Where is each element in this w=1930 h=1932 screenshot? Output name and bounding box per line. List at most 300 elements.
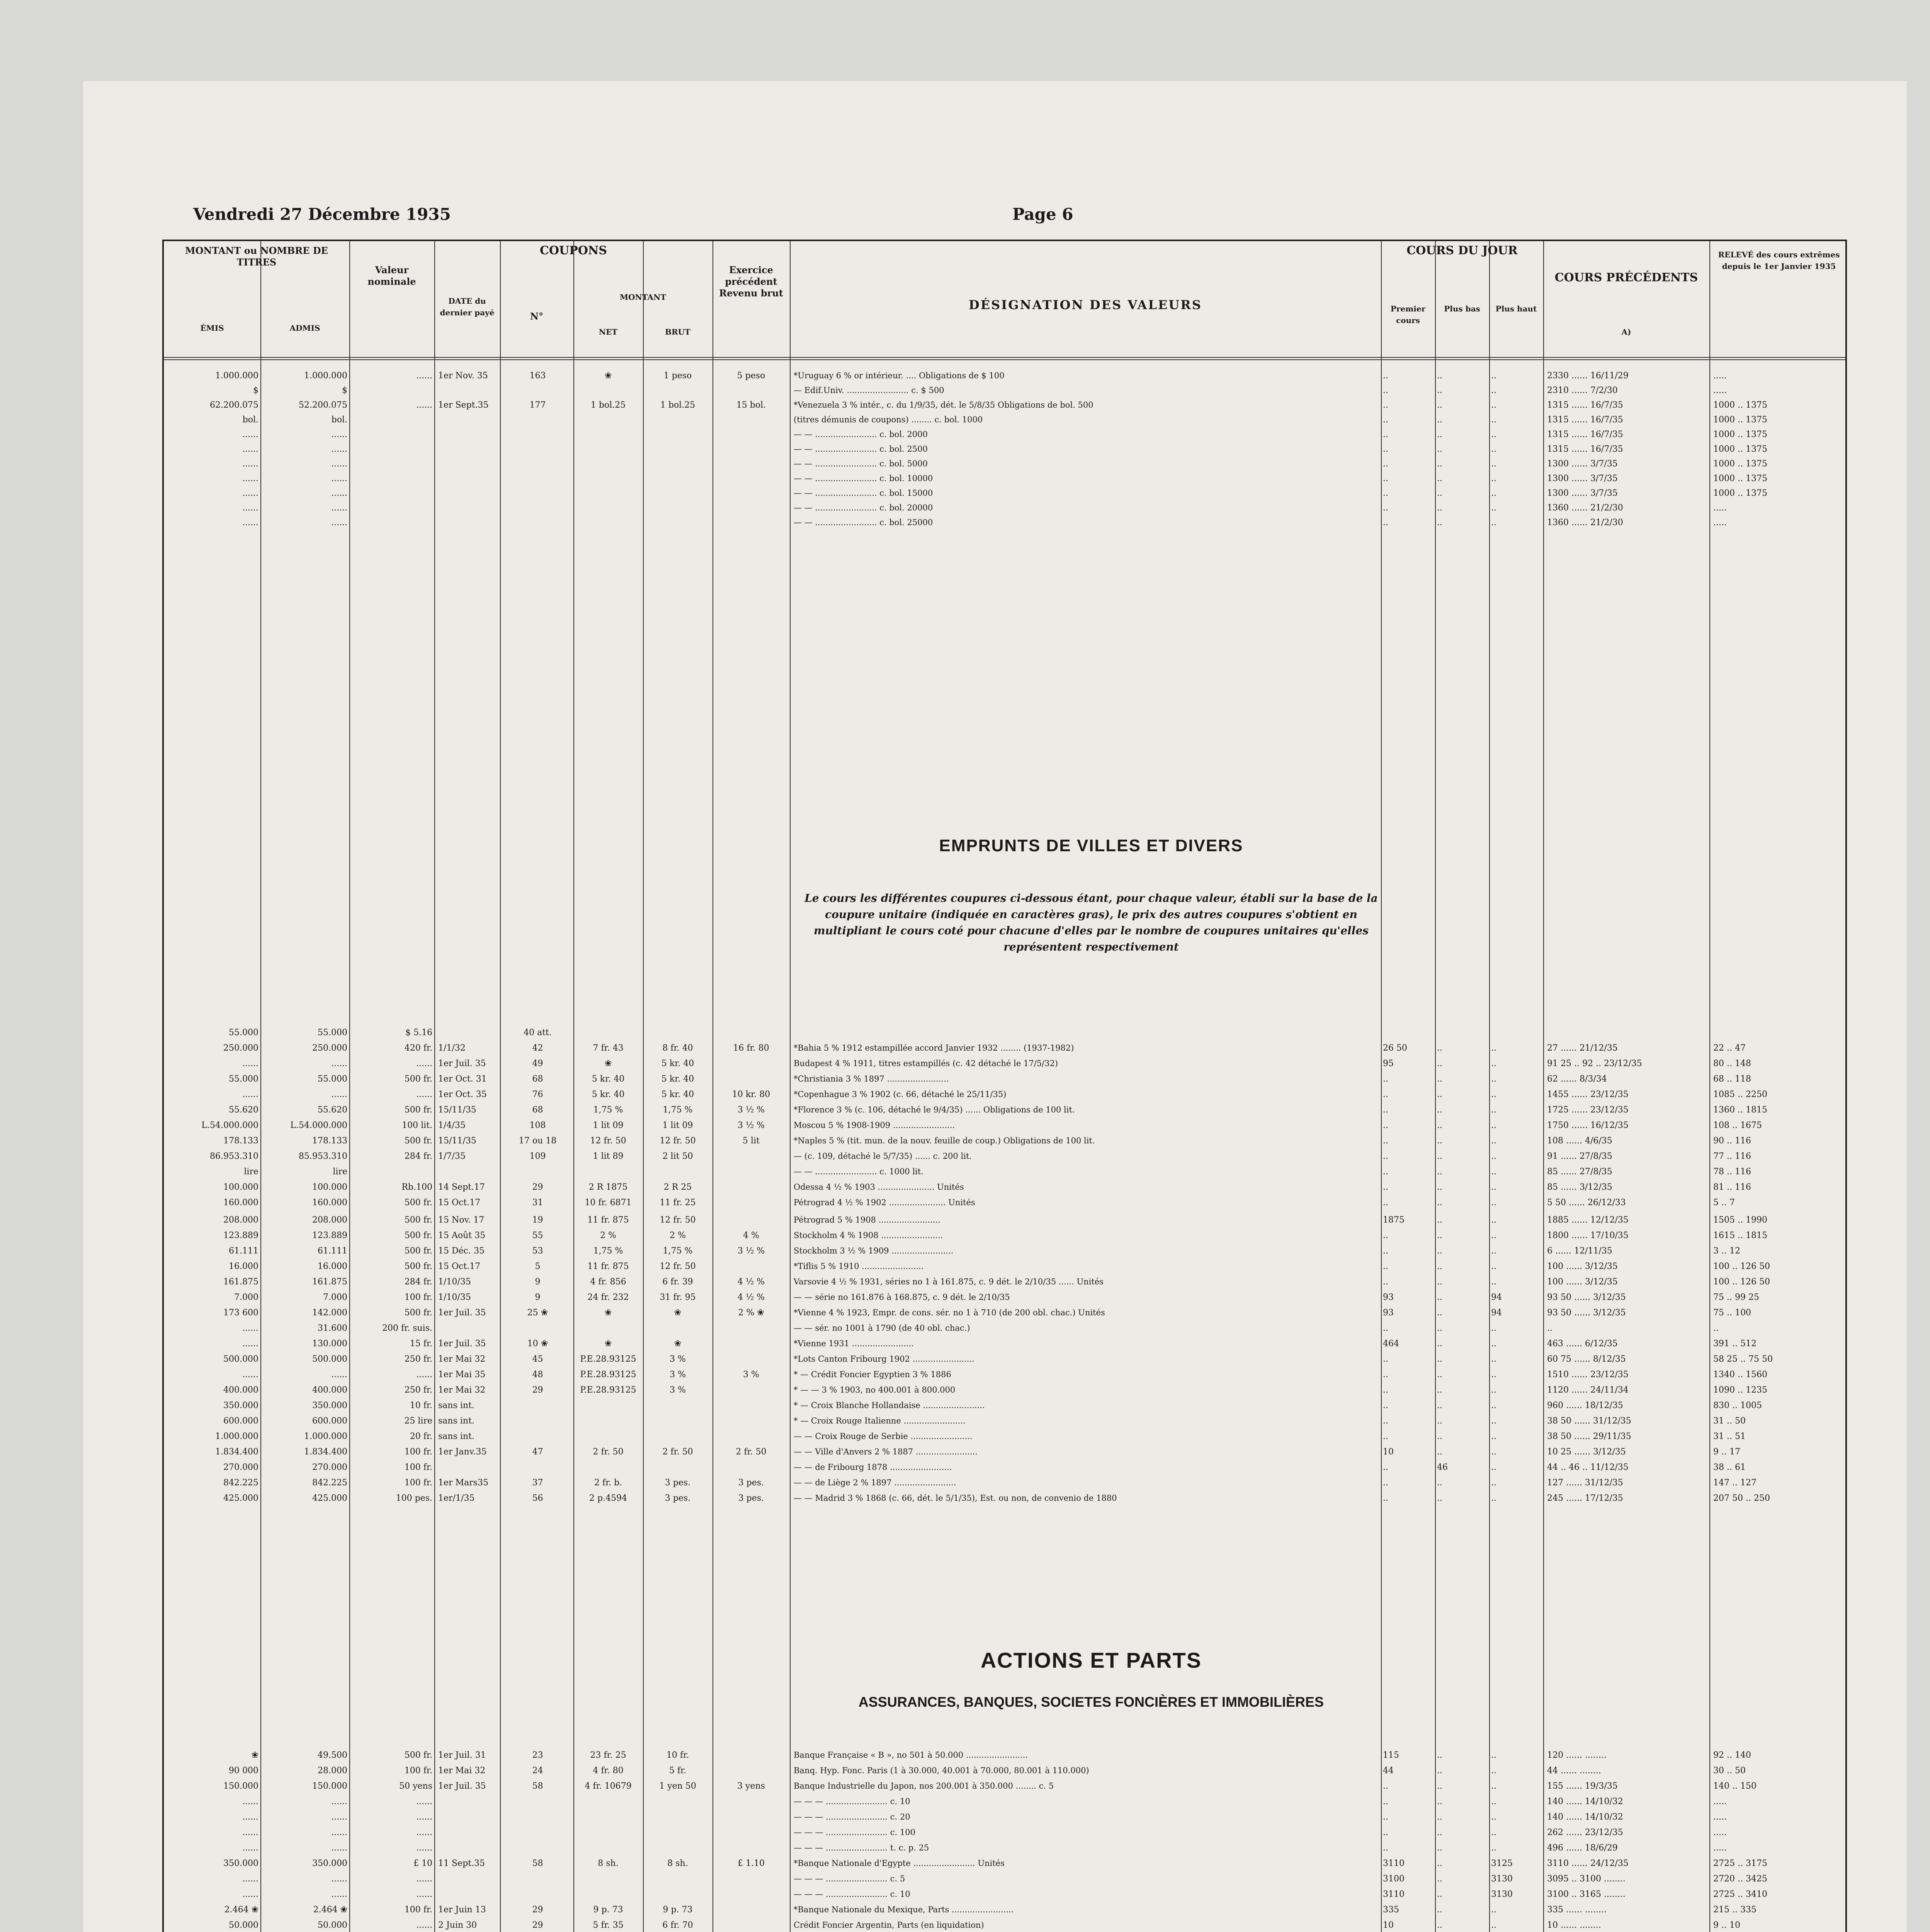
cell-rel: 108 .. 1675: [1713, 1121, 1762, 1130]
table-row: [164, 515, 1845, 531]
cell-rel: 38 .. 61: [1713, 1463, 1746, 1472]
cell-c1: ..: [1383, 1828, 1388, 1837]
cell-c1: ..: [1383, 371, 1388, 381]
cell-brut: 3 %: [670, 1354, 686, 1364]
cell-c2: ..: [1437, 400, 1442, 410]
cell-brut: 11 fr. 25: [660, 1198, 696, 1208]
cell-val: 100 fr.: [404, 1447, 432, 1457]
cell-c2: ..: [1437, 1493, 1442, 1503]
table-row: [164, 1841, 1845, 1856]
cell-c1: 10: [1383, 1447, 1394, 1457]
cell-prec: 2310 ...... 7/2/30: [1547, 386, 1618, 395]
cell-c3: ..: [1491, 459, 1496, 469]
cell-emis: 600.000: [223, 1416, 258, 1426]
cell-val: ......: [416, 1920, 432, 1930]
cell-c3: ..: [1491, 1059, 1496, 1068]
table-row: [164, 1856, 1845, 1872]
cell-admis: ......: [331, 1370, 347, 1379]
cell-c3: ..: [1491, 1090, 1496, 1099]
cell-admis: 500.000: [312, 1354, 347, 1364]
cell-val: £ 10: [413, 1859, 432, 1868]
table-row: [164, 1072, 1845, 1087]
cell-prec: 1360 ...... 21/2/30: [1547, 503, 1623, 513]
cell-brut: 2 %: [670, 1231, 686, 1240]
cell-net: 11 fr. 875: [587, 1215, 629, 1225]
cell-net: 24 fr. 232: [587, 1293, 629, 1302]
cell-date: 1/10/35: [438, 1277, 471, 1287]
cell-des: *Banque Nationale d'Egypte ........................ Unités: [794, 1859, 1005, 1868]
cell-admis: 142.000: [312, 1308, 347, 1318]
cell-emis: ......: [242, 488, 258, 498]
section-actions-subtitle: ASSURANCES, BANQUES, SOCIETES FONCIÈRES ET IMMOBILIÈRES: [858, 1694, 1324, 1710]
cell-admis: ......: [331, 430, 347, 439]
cell-admis: 425.000: [312, 1493, 347, 1503]
cell-emis: 178.133: [223, 1136, 258, 1146]
cell-c3: ..: [1491, 1043, 1496, 1053]
cell-prec: 2330 ...... 16/11/29: [1547, 371, 1629, 381]
cell-brut: 12 fr. 50: [660, 1136, 696, 1146]
cell-net: 2 fr. b.: [594, 1478, 622, 1488]
cell-rel: 80 .. 148: [1713, 1059, 1751, 1068]
cell-val: 100 pes.: [396, 1493, 432, 1503]
cell-c1: ..: [1383, 1416, 1388, 1426]
cell-rel: 90 .. 116: [1713, 1136, 1751, 1146]
cell-admis: ......: [331, 1090, 347, 1099]
table-row: [164, 471, 1845, 487]
cell-val: 10 fr.: [410, 1401, 432, 1410]
cell-val: $ 5.16: [405, 1028, 432, 1037]
header-premier: Premier cours: [1390, 304, 1426, 325]
cell-val: ......: [416, 400, 432, 410]
cell-emis: 208.000: [223, 1215, 258, 1225]
cell-rel: 3 .. 12: [1713, 1246, 1740, 1256]
header-brut: BRUT: [665, 327, 690, 337]
cell-num: 163: [529, 371, 546, 381]
cell-des: — Edif.Univ. ........................ c. $ 500: [794, 386, 944, 395]
cell-val: ......: [416, 1843, 432, 1853]
cell-c1: 3110: [1383, 1889, 1405, 1899]
table-row: [164, 1429, 1845, 1445]
cell-num: 40 att.: [524, 1028, 552, 1037]
cell-des: Crédit Foncier Argentin, Parts (en liquidation): [794, 1920, 984, 1930]
cell-rel: .....: [1713, 1812, 1727, 1822]
cell-prec: 60 75 ...... 8/12/35: [1547, 1354, 1626, 1364]
cell-num: 56: [532, 1493, 543, 1503]
cell-c2: 46: [1437, 1463, 1448, 1472]
cell-rel: 92 .. 140: [1713, 1750, 1751, 1760]
cell-prec: 44 ...... ........: [1547, 1766, 1601, 1776]
cell-num: 68: [532, 1074, 543, 1084]
cell-rel: 31 .. 51: [1713, 1432, 1746, 1441]
cell-brut: 3 pes.: [665, 1493, 691, 1503]
cell-c1: ..: [1383, 415, 1388, 425]
cell-ex: 3 ½ %: [737, 1246, 765, 1256]
cell-c3: 94: [1491, 1308, 1502, 1318]
cell-date: 1/10/35: [438, 1293, 471, 1302]
cell-num: 48: [532, 1370, 543, 1379]
cell-des: Budapest 4 % 1911, titres estampillés (c. 42 détaché le 17/5/32): [794, 1059, 1058, 1068]
cell-rel: .....: [1713, 1797, 1727, 1806]
cell-c1: ..: [1383, 1463, 1388, 1472]
cell-admis: 61.111: [318, 1246, 347, 1256]
cell-prec: 44 .. 46 .. 11/12/35: [1547, 1463, 1629, 1472]
cell-admis: ......: [331, 444, 347, 454]
cell-emis: ......: [242, 444, 258, 454]
cell-c1: ..: [1383, 1198, 1388, 1208]
cell-rel: 5 .. 7: [1713, 1198, 1735, 1208]
cell-admis: 161.875: [312, 1277, 347, 1287]
cell-num: 109: [529, 1151, 546, 1161]
cell-date: 15 Nov. 17: [438, 1215, 485, 1225]
cell-admis: L.54.000.000: [290, 1121, 347, 1130]
cell-num: 47: [532, 1447, 543, 1457]
cell-val: 25 lire: [404, 1416, 432, 1426]
cell-des: — — — ........................ c. 10: [794, 1797, 910, 1806]
cell-c2: ..: [1437, 1478, 1442, 1488]
cell-c2: ..: [1437, 1215, 1442, 1225]
cell-admis: 178.133: [312, 1136, 347, 1146]
cell-c3: ..: [1491, 1246, 1496, 1256]
cell-emis: 100.000: [223, 1182, 258, 1192]
cell-emis: 1.834.400: [215, 1447, 258, 1457]
table-row: [164, 1748, 1845, 1764]
cell-c1: ..: [1383, 1167, 1388, 1177]
cell-prec: 1360 ...... 21/2/30: [1547, 518, 1623, 527]
cell-emis: 1.000.000: [215, 1432, 258, 1441]
cell-rel: 1000 .. 1375: [1713, 430, 1767, 439]
cell-date: 1er Juil. 35: [438, 1781, 486, 1791]
cell-c1: ..: [1383, 1151, 1388, 1161]
cell-des: Pétrograd 4 ½ % 1902 ...................... Unités: [794, 1198, 975, 1207]
cell-c2: ..: [1437, 444, 1442, 454]
table-row: [164, 383, 1845, 399]
cell-des: — — — ........................ c. 10: [794, 1889, 910, 1899]
cell-admis: 150.000: [312, 1781, 347, 1791]
cell-brut: 6 fr. 39: [662, 1277, 693, 1287]
table-row: [164, 1794, 1845, 1810]
table-row: [164, 1228, 1845, 1244]
cell-des: — — sér. no 1001 à 1790 (de 40 obl. chac.): [794, 1323, 970, 1333]
cell-rel: 2725 .. 3410: [1713, 1889, 1767, 1899]
cell-rel: 78 .. 116: [1713, 1167, 1751, 1177]
cell-admis: 31.600: [318, 1323, 347, 1333]
cell-net: 4 fr. 10679: [585, 1781, 632, 1791]
cell-prec: 1315 ...... 16/7/35: [1547, 430, 1623, 439]
cell-c1: ..: [1383, 1246, 1388, 1256]
page-header: [193, 205, 1878, 232]
cell-ex: 15 bol.: [736, 400, 766, 410]
cell-ex: 3 pes.: [738, 1478, 764, 1488]
cell-c3: ..: [1491, 1766, 1496, 1776]
cell-date: 1er Mars35: [438, 1478, 488, 1488]
cell-rel: 1000 .. 1375: [1713, 488, 1767, 498]
cell-prec: 62 ...... 8/3/34: [1547, 1074, 1607, 1084]
cell-prec: 1725 ...... 23/12/35: [1547, 1105, 1629, 1115]
cell-ex: 3 pes.: [738, 1493, 764, 1503]
cell-emis: ......: [242, 1323, 258, 1333]
cell-c2: ..: [1437, 1198, 1442, 1208]
cell-num: 23: [532, 1750, 543, 1760]
table-row: [164, 1196, 1845, 1211]
cell-net: 1,75 %: [593, 1246, 623, 1256]
cell-c2: ..: [1437, 415, 1442, 425]
cell-emis: 55.620: [229, 1105, 258, 1115]
cell-val: 500 fr.: [404, 1074, 432, 1084]
cell-des: — — — ........................ c. 100: [794, 1828, 916, 1837]
cell-c1: ..: [1383, 400, 1388, 410]
cell-val: 200 fr. suis.: [382, 1323, 432, 1333]
quotation-table: [162, 240, 1847, 1932]
cell-c1: 115: [1383, 1750, 1399, 1760]
cell-rel: 1000 .. 1375: [1713, 400, 1767, 410]
cell-des: *Banque Nationale du Mexique, Parts ........................: [794, 1905, 1014, 1914]
cell-admis: 270.000: [312, 1463, 347, 1472]
cell-c1: ..: [1383, 1090, 1388, 1099]
cell-brut: 10 fr.: [666, 1750, 689, 1760]
cell-rel: 830 .. 1005: [1713, 1401, 1762, 1410]
cell-des: Moscou 5 % 1908-1909 ........................: [794, 1121, 955, 1130]
header-montant-coupon: MONTANT: [619, 293, 667, 302]
cell-num: 29: [532, 1182, 543, 1192]
cell-admis: 1.000.000: [304, 1432, 347, 1441]
cell-prec: 93 50 ...... 3/12/35: [1547, 1308, 1626, 1318]
cell-val: 420 fr.: [404, 1043, 432, 1053]
cell-val: ......: [416, 1090, 432, 1099]
cell-c3: ..: [1491, 1167, 1496, 1177]
cell-des: — — ........................ c. bol. 25000: [794, 518, 933, 527]
cell-rel: 9 .. 10: [1713, 1920, 1740, 1930]
cell-net: 7 fr. 43: [593, 1043, 624, 1053]
cell-c2: ..: [1437, 518, 1442, 527]
cell-c2: ..: [1437, 1812, 1442, 1822]
cell-net: ❀: [604, 1339, 612, 1349]
cell-date: 1er Janv.35: [438, 1447, 487, 1457]
cell-val: ......: [416, 1812, 432, 1822]
header-date: Vendredi 27 Décembre 1935: [193, 205, 451, 224]
cell-c2: ..: [1437, 371, 1442, 381]
cell-des: Banque Française « B », no 501 à 50.000 ........................: [794, 1750, 1028, 1760]
cell-c3: ..: [1491, 1478, 1496, 1488]
cell-c1: 1875: [1383, 1215, 1405, 1225]
cell-rel: .....: [1713, 371, 1727, 381]
cell-rel: 147 .. 127: [1713, 1478, 1757, 1488]
cell-net: 2 %: [600, 1231, 616, 1240]
cell-emis: ......: [242, 1812, 258, 1822]
cell-admis: ......: [331, 488, 347, 498]
cell-c1: ..: [1383, 459, 1388, 469]
cell-date: 15/11/35: [438, 1105, 476, 1115]
section-emprunts-note: Le cours les différentes coupures ci-dessous étant, pour chaque valeur, établi sur la base de la coupure unitaire (indiquée en caractères gras), le prix des autres coupures s'obtient en multipliant le cours coté pour chacune d'elles par le nombre de coupures unitaires qu'elles représentent respectivement: [804, 892, 1378, 953]
cell-num: 49: [532, 1059, 543, 1068]
cell-net: 2 p.4594: [589, 1493, 627, 1503]
cell-c3: 3130: [1491, 1889, 1513, 1899]
cell-admis: 16.000: [318, 1262, 347, 1271]
cell-val: 284 fr.: [404, 1151, 432, 1161]
cell-des: — — ........................ c. 1000 lit.: [794, 1167, 924, 1176]
cell-emis: 250.000: [223, 1043, 258, 1053]
cell-ex: 3 ½ %: [737, 1121, 765, 1130]
cell-net: 5 kr. 40: [592, 1074, 625, 1084]
cell-brut: ❀: [674, 1339, 682, 1349]
cell-des: — — Ville d'Anvers 2 % 1887 ........................: [794, 1447, 978, 1456]
table-row: [164, 1180, 1845, 1196]
cell-c3: 94: [1491, 1293, 1502, 1302]
cell-c2: ..: [1437, 1059, 1442, 1068]
cell-brut: ❀: [674, 1308, 682, 1318]
cell-c2: ..: [1437, 1121, 1442, 1130]
cell-brut: 2 fr. 50: [662, 1447, 693, 1457]
table-row: [164, 1810, 1845, 1825]
table-row: [164, 1337, 1845, 1352]
cell-des: — — ........................ c. bol. 15000: [794, 488, 933, 498]
cell-rel: 77 .. 116: [1713, 1151, 1751, 1161]
cell-des: — — de Liège 2 % 1897 ........................: [794, 1478, 956, 1487]
cell-prec: 1315 ...... 16/7/35: [1547, 415, 1623, 425]
cell-des: * — — 3 % 1903, no 400.001 à 800.000: [794, 1385, 956, 1395]
cell-date: 1er Mai 32: [438, 1385, 486, 1395]
cell-brut: 2 lit 50: [662, 1151, 693, 1161]
cell-rel: .....: [1713, 518, 1727, 527]
cell-prec: 100 ...... 3/12/35: [1547, 1277, 1618, 1287]
cell-des: Varsovie 4 ½ % 1931, séries no 1 à 161.875, c. 9 dét. le 2/10/35 ...... Unités: [794, 1277, 1104, 1286]
cell-c3: ..: [1491, 1905, 1496, 1915]
cell-emis: 61.111: [229, 1246, 258, 1256]
cell-rel: 75 .. 100: [1713, 1308, 1751, 1318]
header-net: NET: [599, 327, 618, 337]
cell-des: (titres démunis de coupons) ........ c. bol. 1000: [794, 415, 983, 424]
cell-val: 500 fr.: [404, 1136, 432, 1146]
cell-prec: 27 ...... 21/12/35: [1547, 1043, 1618, 1053]
cell-val: 100 fr.: [404, 1766, 432, 1776]
cell-num: 58: [532, 1859, 543, 1868]
cell-brut: 2 R 25: [663, 1182, 692, 1192]
cell-val: ......: [416, 1874, 432, 1884]
cell-prec: 1120 ...... 24/11/34: [1547, 1385, 1629, 1395]
cell-des: *Copenhague 3 % 1902 (c. 66, détaché le 25/11/35): [794, 1090, 1007, 1099]
cell-brut: 5 kr. 40: [661, 1090, 694, 1099]
cell-val: 500 fr.: [404, 1105, 432, 1115]
cell-c3: ..: [1491, 1074, 1496, 1084]
cell-c3: ..: [1491, 1463, 1496, 1472]
cell-ex: 4 ½ %: [737, 1293, 765, 1302]
cell-prec: 960 ...... 18/12/35: [1547, 1401, 1623, 1410]
cell-c1: ..: [1383, 1432, 1388, 1441]
cell-net: P.E.28.93125: [580, 1354, 636, 1364]
cell-des: *Vienne 4 % 1923, Empr. de cons. sér. no 1 à 710 (de 200 obl. chac.) Unités: [794, 1308, 1105, 1317]
cell-c3: ..: [1491, 1182, 1496, 1192]
table-row: [164, 1087, 1845, 1103]
cell-c1: ..: [1383, 386, 1388, 395]
cell-val: 500 fr.: [404, 1215, 432, 1225]
cell-num: 19: [532, 1215, 543, 1225]
cell-c1: ..: [1383, 488, 1388, 498]
cell-prec: 1510 ...... 23/12/35: [1547, 1370, 1629, 1379]
cell-c3: ..: [1491, 430, 1496, 439]
cell-prec: ..: [1547, 1323, 1553, 1333]
cell-c1: 10: [1383, 1920, 1394, 1930]
cell-val: 250 fr.: [404, 1354, 432, 1364]
table-row: [164, 1118, 1845, 1134]
cell-net: 2 R 1875: [588, 1182, 628, 1192]
cell-ex: 5 lit: [743, 1136, 760, 1146]
cell-prec: 3100 .. 3165 ........: [1547, 1889, 1626, 1899]
cell-val: 500 fr.: [404, 1246, 432, 1256]
cell-emis: ......: [242, 518, 258, 527]
cell-date: sans int.: [438, 1416, 474, 1426]
cell-c1: ..: [1383, 1277, 1388, 1287]
cell-val: 100 fr.: [404, 1478, 432, 1488]
cell-rel: 22 .. 47: [1713, 1043, 1746, 1053]
cell-rel: .....: [1713, 1828, 1727, 1837]
cell-rel: 207 50 .. 250: [1713, 1493, 1770, 1503]
cell-date: 1/7/35: [438, 1151, 466, 1161]
cell-num: 25 ❀: [527, 1308, 548, 1318]
cell-val: 100 fr.: [404, 1905, 432, 1915]
cell-admis: 600.000: [312, 1416, 347, 1426]
cell-date: 1er Juil. 31: [438, 1750, 486, 1760]
cell-prec: 1800 ...... 17/10/35: [1547, 1231, 1629, 1240]
cell-emis: ......: [242, 1339, 258, 1349]
cell-emis: ......: [242, 1874, 258, 1884]
cell-rel: 1000 .. 1375: [1713, 474, 1767, 483]
cell-c2: ..: [1437, 1401, 1442, 1410]
cell-emis: 2.464 ❀: [224, 1905, 258, 1915]
cell-date: 15 Oct.17: [438, 1262, 481, 1271]
table-row: [164, 1918, 1845, 1932]
cell-des: Pétrograd 5 % 1908 ........................: [794, 1215, 940, 1225]
cell-c1: ..: [1383, 1136, 1388, 1146]
cell-admis: lire: [333, 1167, 347, 1177]
cell-net: 4 fr. 856: [590, 1277, 626, 1287]
cell-prec: 85 ...... 27/8/35: [1547, 1167, 1612, 1177]
cell-ex: 3 ½ %: [737, 1105, 765, 1115]
cell-prec: 1455 ...... 23/12/35: [1547, 1090, 1629, 1099]
cell-c3: ..: [1491, 1262, 1496, 1271]
cell-date: 1er Mai 32: [438, 1766, 486, 1776]
cell-des: — — — ........................ c. 20: [794, 1812, 910, 1821]
cell-num: 53: [532, 1246, 543, 1256]
table-row: [164, 1476, 1845, 1491]
cell-net: 5 kr. 40: [592, 1090, 625, 1099]
cell-emis: 425.000: [223, 1493, 258, 1503]
cell-emis: ......: [242, 430, 258, 439]
cell-brut: 3 pes.: [665, 1478, 691, 1488]
cell-num: 58: [532, 1781, 543, 1791]
cell-date: 1er Mai 32: [438, 1354, 486, 1364]
table-row: [164, 1825, 1845, 1841]
cell-des: — — Croix Rouge de Serbie ........................: [794, 1432, 973, 1441]
header-valeur: Valeur nominale: [367, 264, 416, 287]
cell-num: 108: [529, 1121, 546, 1130]
cell-c1: ..: [1383, 1812, 1388, 1822]
cell-c3: ..: [1491, 1432, 1496, 1441]
cell-emis: ......: [242, 1797, 258, 1806]
cell-c3: ..: [1491, 1920, 1496, 1930]
section-actions-title: ACTIONS ET PARTS: [980, 1648, 1202, 1672]
header-releve: RELEVÉ des cours extrêmes depuis le 1er Janvier 1935: [1718, 250, 1840, 271]
cell-des: * — Croix Rouge Italienne ........................: [794, 1416, 966, 1425]
cell-net: 8 sh.: [598, 1859, 619, 1868]
cell-prec: 100 ...... 3/12/35: [1547, 1262, 1618, 1271]
cell-c2: ..: [1437, 1416, 1442, 1426]
cell-brut: 5 kr. 40: [661, 1059, 694, 1068]
cell-prec: 1885 ...... 12/12/35: [1547, 1215, 1629, 1225]
cell-admis: ......: [331, 1828, 347, 1837]
cell-emis: 86.953.310: [210, 1151, 258, 1161]
table-row: [164, 413, 1845, 428]
cell-c3: ..: [1491, 1323, 1496, 1333]
cell-c3: ..: [1491, 1493, 1496, 1503]
